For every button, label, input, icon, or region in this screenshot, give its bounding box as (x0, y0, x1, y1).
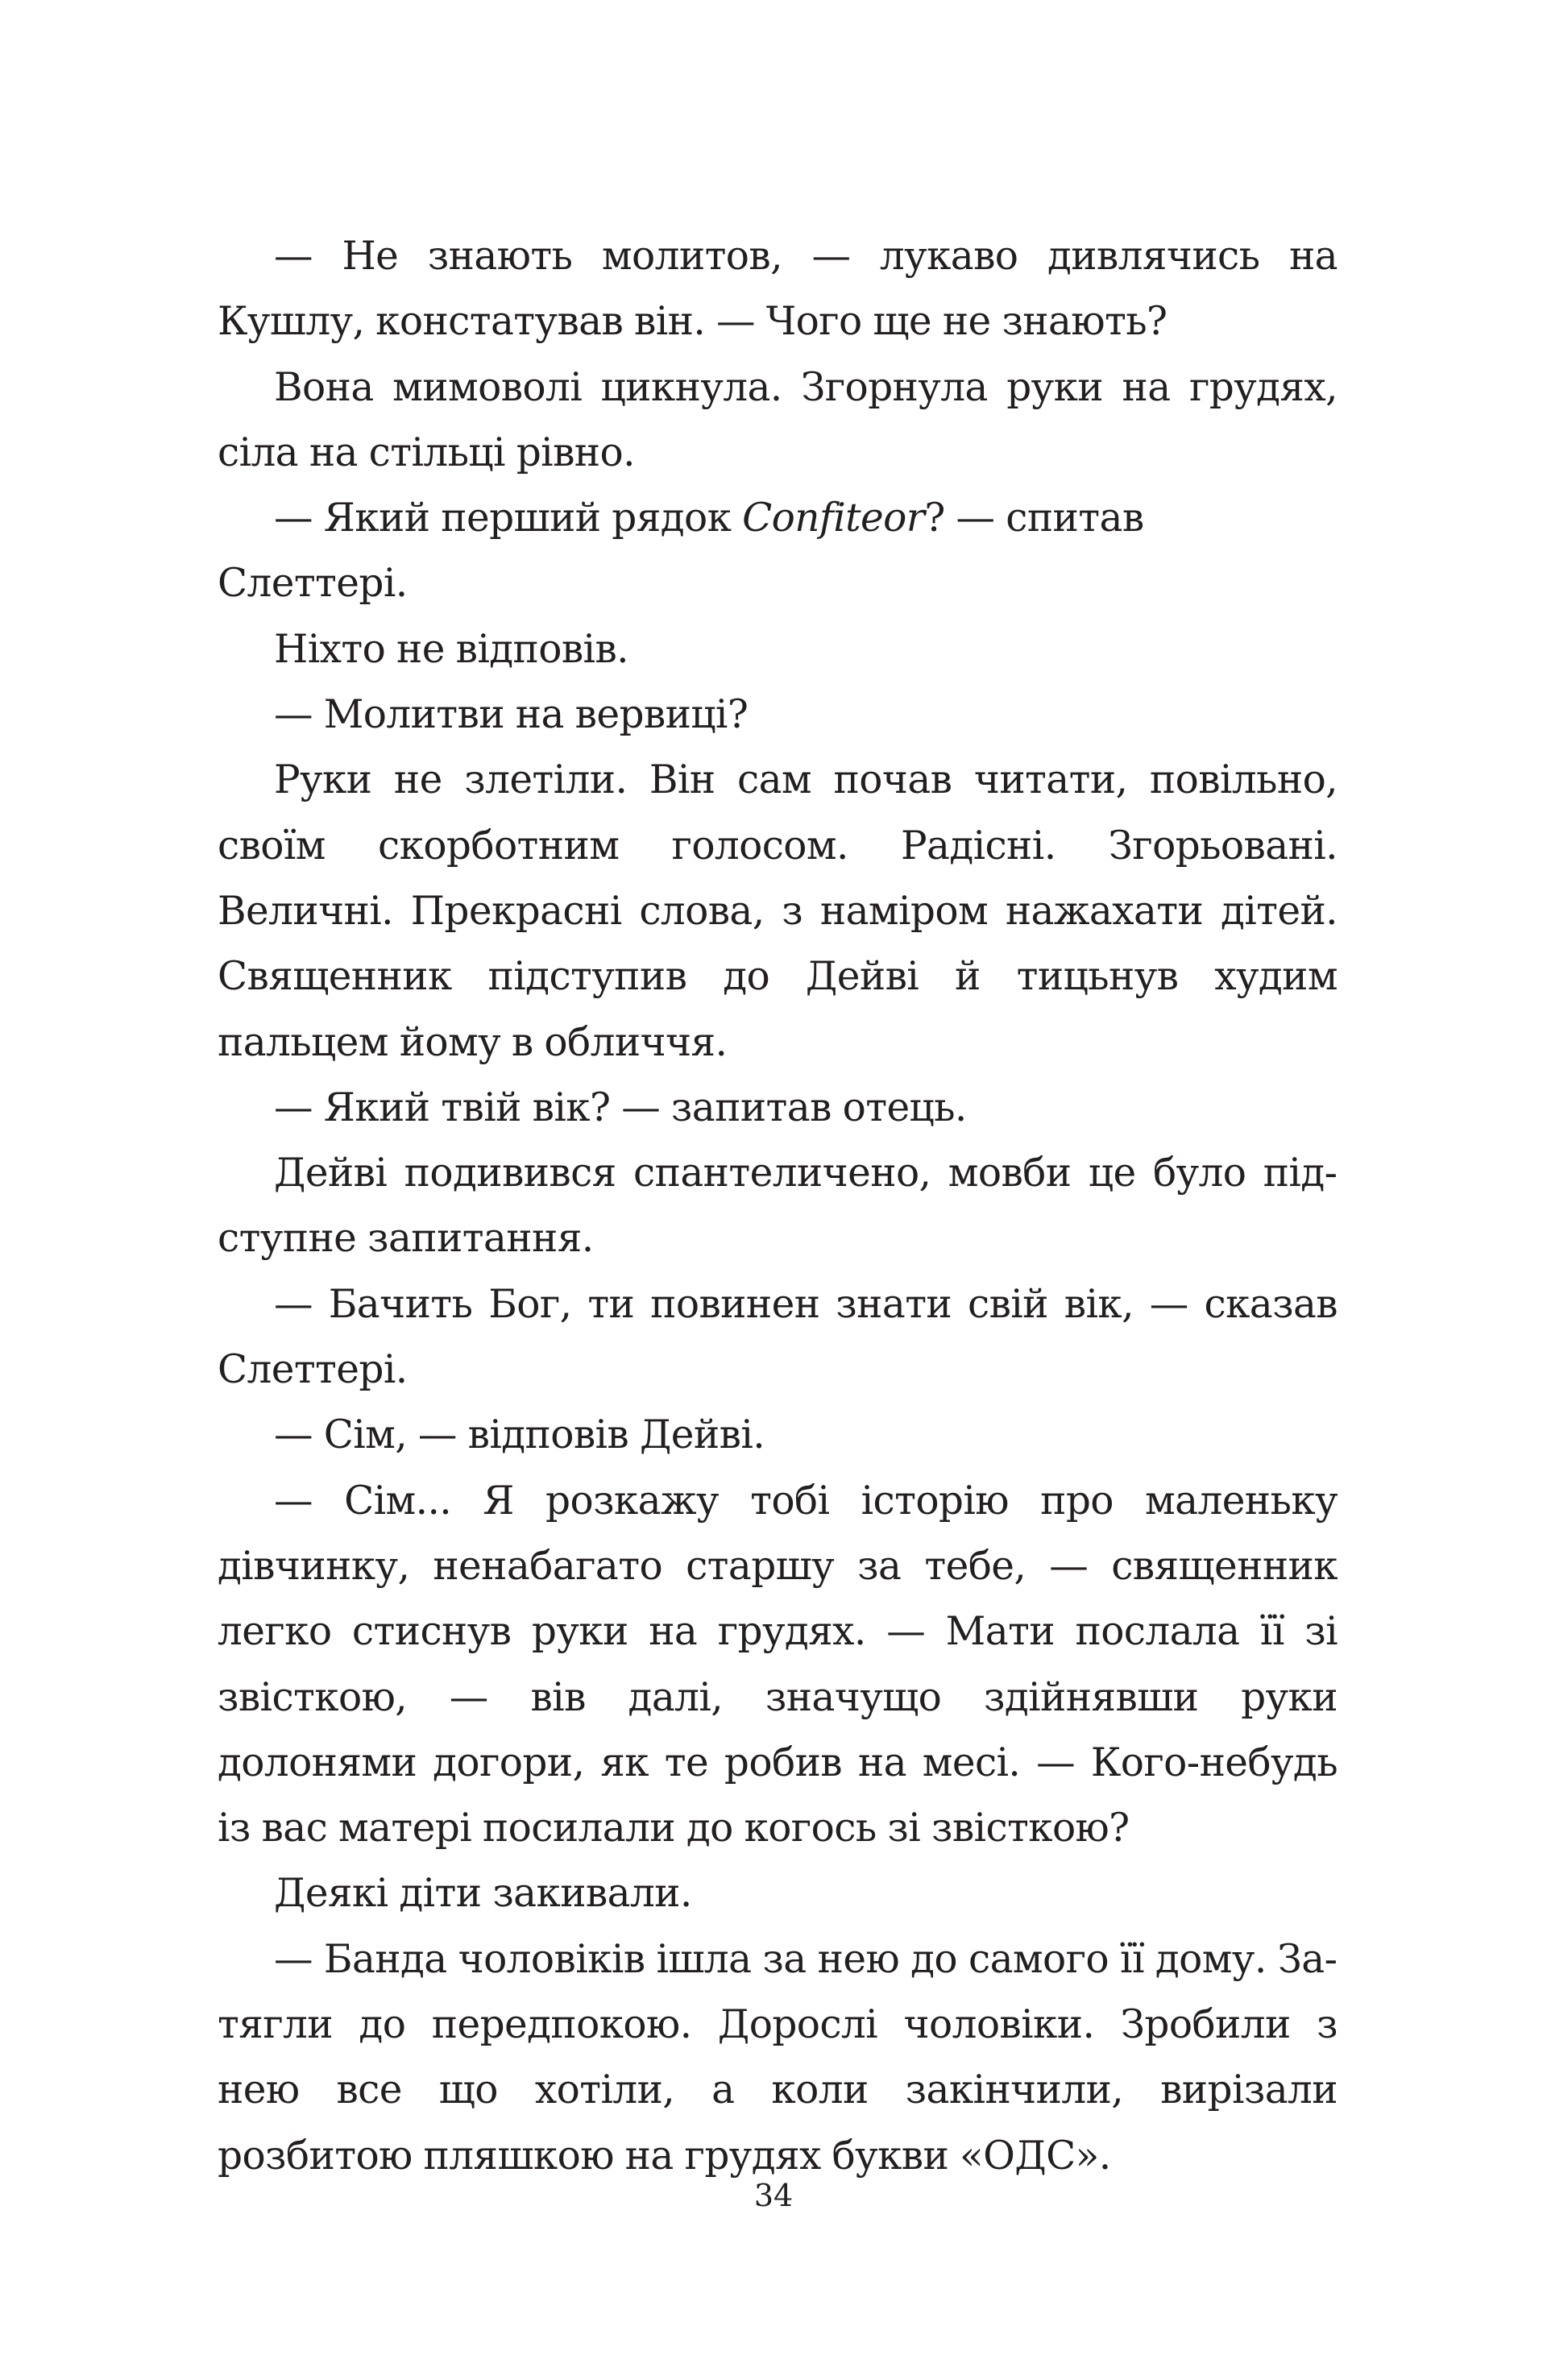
paragraph: — Банда чоловіків ішла за нею до самого її дому. Затягли до передпокою. Дорослі чоловіки. Зробили з нею все що хотіли, а коли закінчили, вирізали розбитою пляшкою на грудях букви «ОДС». (218, 1936, 1338, 2179)
paragraph: — Сім... Я розкажу тобі історію про маленьку дівчинку, ненабагато старшу за тебе, — священник легко стиснув руки на грудях. — Мати послала її зі звісткою, — вів далі, значущо здійнявши руки долонями догори, як те робив на месі. — Кого-небудь із вас матері посилали до когось зі звісткою? (218, 1478, 1338, 1851)
paragraph: Руки не злетіли. Він сам почав читати, повільно, своїм скорботним голосом. Радісні. Згорьовані. Величні. Прекрасні слова, з наміром нажахати дітей. Священник підступив до Дейві й тицьнув худим пальцем йому в обличчя. (218, 757, 1338, 1065)
confiteor-line-start: — Який перший рядок (274, 495, 743, 541)
confiteor-line-end: ? — спитав Слеттері. (218, 495, 1144, 607)
paragraph: — Не знають молитов, — лукаво дивлячись на Кушлу, констатував він. — Чого ще не знають? (218, 234, 1338, 345)
paragraph: — Молитви на вервиці? (274, 692, 749, 738)
paragraph: — Який твій вік? — запитав отець. (274, 1084, 967, 1130)
paragraph-confiteor (218, 486, 1338, 617)
paragraph: — Сім, — відповів Дейві. (274, 1412, 765, 1458)
paragraph: Дейві подивився спантеличено, мовби це було підступне запитання. (218, 1151, 1338, 1262)
page-number: 34 (753, 2178, 794, 2213)
paragraph: Деякі діти закивали. (274, 1871, 692, 1917)
confiteor-word: Confiteor (742, 495, 925, 541)
paragraph: Ніхто не відповів. (274, 626, 628, 672)
paragraph: Вона мимоволі цикнула. Згорнула руки на грудях, сіла на стільці рівно. (218, 364, 1338, 475)
paragraph: — Бачить Бог, ти повинен знати свій вік, — сказав Слеттері. (218, 1281, 1338, 1393)
body-text (218, 224, 1338, 2189)
